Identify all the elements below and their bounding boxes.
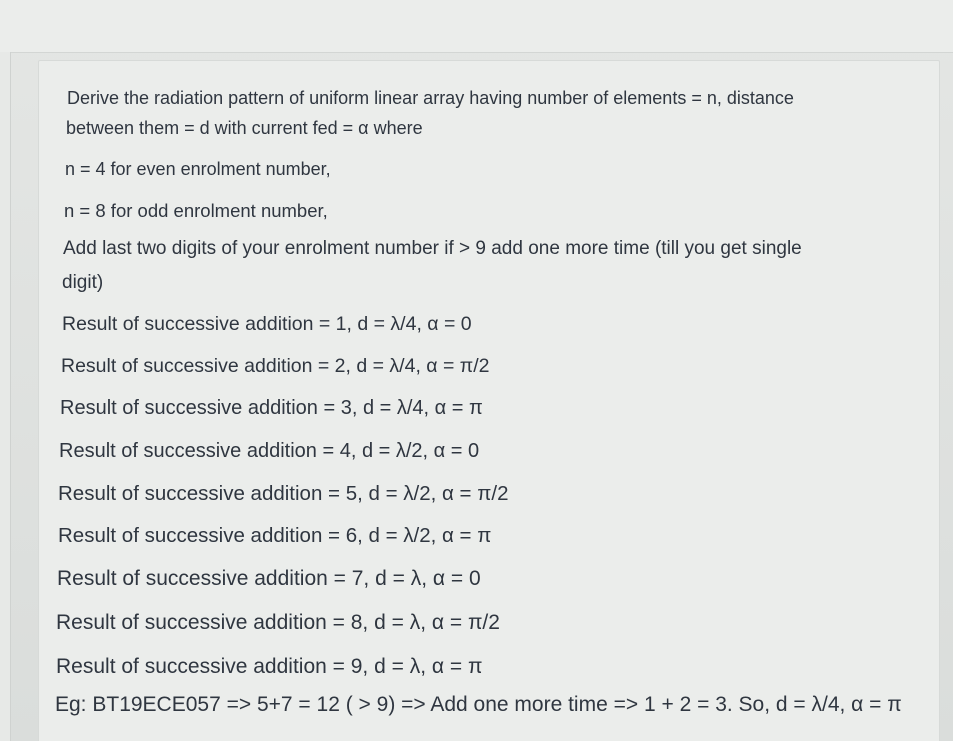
result-row-5: Result of successive addition = 5, d = λ/2, α = π/2 [58, 482, 509, 505]
result-row-2: Result of successive addition = 2, d = λ/4, α = π/2 [61, 355, 490, 377]
result-row-9: Result of successive addition = 9, d = λ, α = π [56, 655, 483, 678]
result-row-3: Result of successive addition = 3, d = λ/4, α = π [60, 397, 483, 419]
rule-odd: n = 8 for odd enrolment number, [64, 200, 328, 221]
result-row-7: Result of successive addition = 7, d = λ, α = 0 [57, 567, 481, 590]
top-bar [0, 0, 953, 53]
result-row-4: Result of successive addition = 4, d = λ/2, α = 0 [59, 440, 480, 462]
rule-even: n = 4 for even enrolment number, [65, 159, 331, 179]
example-line: Eg: BT19ECE057 => 5+7 = 12 ( > 9) => Add one more time => 1 + 2 = 3. So, d = λ/4, α = π [55, 693, 902, 716]
instruction-line-1: Add last two digits of your enrolment number if > 9 add one more time (till you get single [63, 238, 802, 259]
result-row-1: Result of successive addition = 1, d = λ/4, α = 0 [62, 313, 472, 335]
result-row-8: Result of successive addition = 8, d = λ, α = π/2 [56, 611, 500, 634]
left-panel-edge [0, 52, 11, 741]
intro-text-line-2: between them = d with current fed = α where [66, 118, 423, 138]
intro-text-line-1: Derive the radiation pattern of uniform linear array having number of elements = n, distance [67, 88, 794, 108]
instruction-line-2: digit) [62, 272, 104, 293]
result-row-6: Result of successive addition = 6, d = λ/2, α = π [58, 524, 492, 547]
